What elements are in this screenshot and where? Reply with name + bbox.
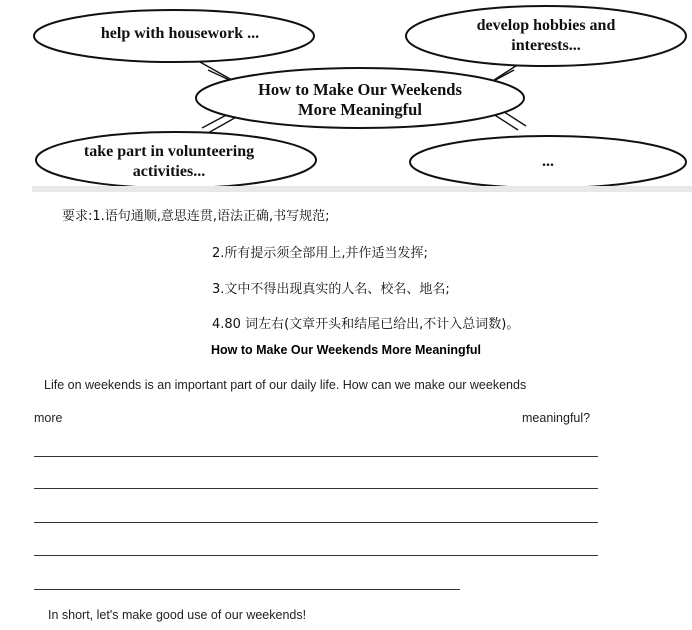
node-bottom-left-text xyxy=(44,142,294,182)
essay-opening-line-2-right: meaningful? xyxy=(522,411,591,425)
requirement-3: 3.文中不得出现真实的人名、校名、地名; xyxy=(212,282,450,297)
node-bottom-left-line-2: activities... xyxy=(132,163,206,180)
center-node-line-1: How to Make Our Weekends xyxy=(258,80,462,99)
node-top-right-line-2: interests... xyxy=(511,37,581,54)
node-bottom-right-line-1: ... xyxy=(542,153,554,170)
mind-map-diagram xyxy=(0,0,692,192)
node-top-left-line-1: help with housework ... xyxy=(100,25,260,42)
writing-line-5 xyxy=(34,589,460,590)
essay-opening-line-2-left: more xyxy=(34,411,63,425)
center-node-line-2: More Meaningful xyxy=(298,100,422,119)
requirement-1: 要求:1.语句通顺,意思连贯,语法正确,书写规范; xyxy=(62,209,330,224)
writing-line-4 xyxy=(34,555,598,556)
node-top-right-text xyxy=(430,16,662,56)
writing-line-1 xyxy=(34,456,598,457)
writing-line-3 xyxy=(34,522,598,523)
essay-opening-line-1: Life on weekends is an important part of our daily life. How can we make our weekends xyxy=(44,378,527,392)
requirement-2: 2.所有提示须全部用上,并作适当发挥; xyxy=(212,246,428,261)
essay-title: How to Make Our Weekends More Meaningful xyxy=(211,343,481,357)
node-top-right-line-1: develop hobbies and xyxy=(476,17,616,34)
node-bottom-left-line-1: take part in volunteering xyxy=(83,143,255,160)
center-node-text xyxy=(210,80,510,120)
node-bottom-right-text xyxy=(498,152,598,172)
essay-closing: In short, let's make good use of our weekends! xyxy=(48,608,307,622)
writing-line-2 xyxy=(34,488,598,489)
connector-top-left xyxy=(200,62,232,80)
diagram-shadow-band xyxy=(32,186,692,192)
requirement-4: 4.80 词左右(文章开头和结尾已给出,不计入总词数)。 xyxy=(212,317,520,332)
node-top-left-text xyxy=(60,24,300,44)
